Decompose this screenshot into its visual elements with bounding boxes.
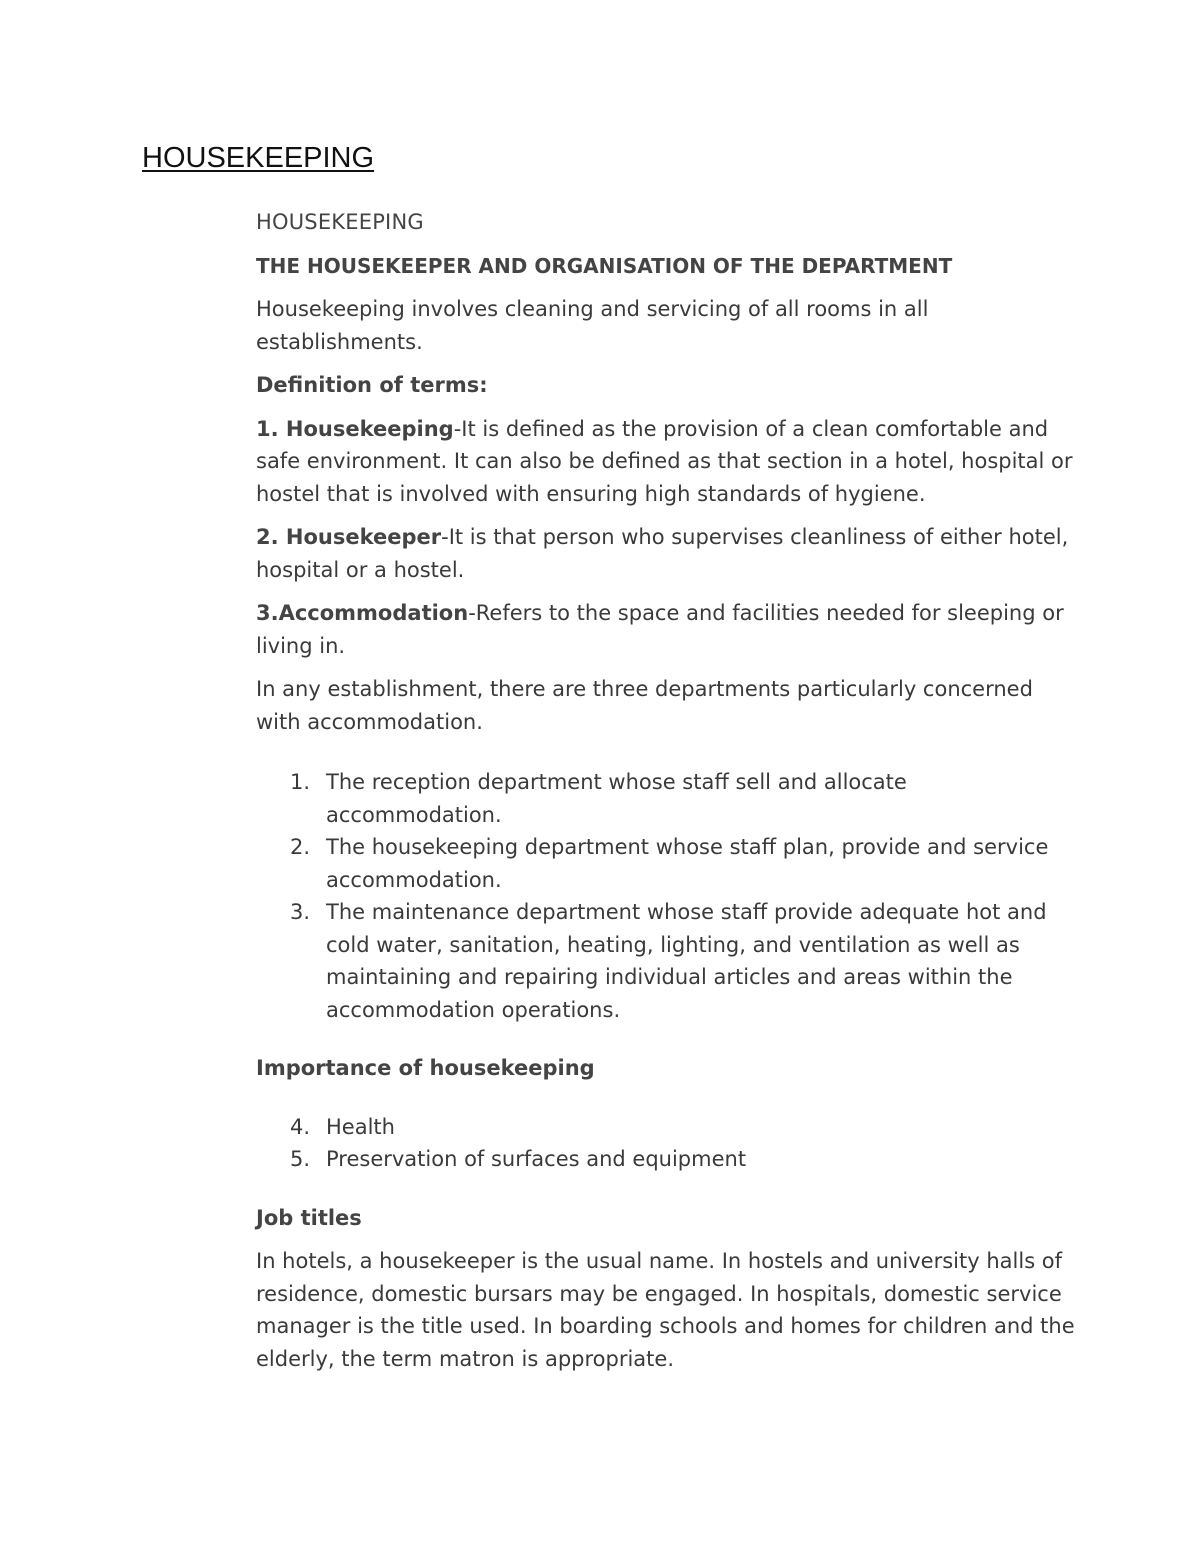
list-text: Preservation of surfaces and equipment	[326, 1147, 747, 1171]
list-item	[256, 766, 1076, 831]
definition-number: 1.	[256, 416, 286, 441]
list-item	[256, 831, 1076, 896]
list-item	[256, 1143, 1076, 1176]
definition-text: -It is that person who supervises cleanliness of either hotel, hospital or a hostel.	[256, 525, 1069, 582]
definition-text: -Refers to the space and facilities needed for sleeping or living in.	[256, 601, 1064, 658]
definition-item	[256, 521, 1076, 586]
definition-number: 2.	[256, 525, 286, 549]
list-text: The housekeeping department whose staff plan, provide and service accommodation.	[326, 835, 1049, 892]
list-item	[256, 1111, 1076, 1144]
section-subheading: THE HOUSEKEEPER AND ORGANISATION OF THE DEPARTMENT	[256, 253, 953, 278]
definition-item	[256, 597, 1076, 662]
importance-heading: Importance of housekeeping	[256, 1056, 595, 1080]
list-number: 3.	[290, 900, 311, 924]
job-titles-heading: Job titles	[256, 1205, 362, 1230]
list-number: 5.	[290, 1147, 311, 1171]
list-number: 4.	[290, 1114, 311, 1139]
intro-paragraph: Housekeeping involves cleaning and servicing of all rooms in all establishments.	[256, 297, 929, 354]
job-titles-paragraph: In hotels, a housekeeper is the usual name. In hostels and university halls of residence, domestic bursars may be engaged. In hospitals, domestic service manager is the title used. In boarding schools and homes for children and the elderly, the term matron is appropriate.	[256, 1249, 1075, 1371]
definitions-heading: Definition of terms:	[256, 373, 488, 397]
list-text: Health	[326, 1114, 395, 1139]
departments-intro: In any establishment, there are three departments particularly concerned with accommodation.	[256, 677, 1033, 734]
definition-term: Housekeeper	[285, 525, 442, 549]
list-text: The reception department whose staff sell and allocate accommodation.	[326, 770, 907, 827]
list-number: 1.	[290, 770, 311, 794]
definition-term: Accommodation	[278, 601, 469, 625]
list-number: 2.	[290, 835, 311, 859]
document-title: HOUSEKEEPING	[142, 142, 375, 174]
section-heading: HOUSEKEEPING	[256, 210, 424, 234]
departments-list	[256, 766, 1076, 1026]
importance-list	[256, 1111, 1076, 1176]
definition-number: 3.	[256, 601, 279, 625]
list-item	[256, 896, 1076, 1026]
definition-term: Housekeeping	[285, 416, 454, 441]
definition-text: -It is defined as the provision of a clean comfortable and safe environment. It can also be defined as that section in a hotel, hospital or hostel that is involved with ensuring high standards of hygiene.	[256, 416, 1073, 506]
document-body	[256, 206, 1076, 1386]
list-text: The maintenance department whose staff provide adequate hot and cold water, sanitation, heating, lighting, and ventilation as well as maintaining and repairing individual articles and areas within the accommodation operations.	[326, 900, 1047, 1022]
definition-item	[256, 413, 1076, 511]
